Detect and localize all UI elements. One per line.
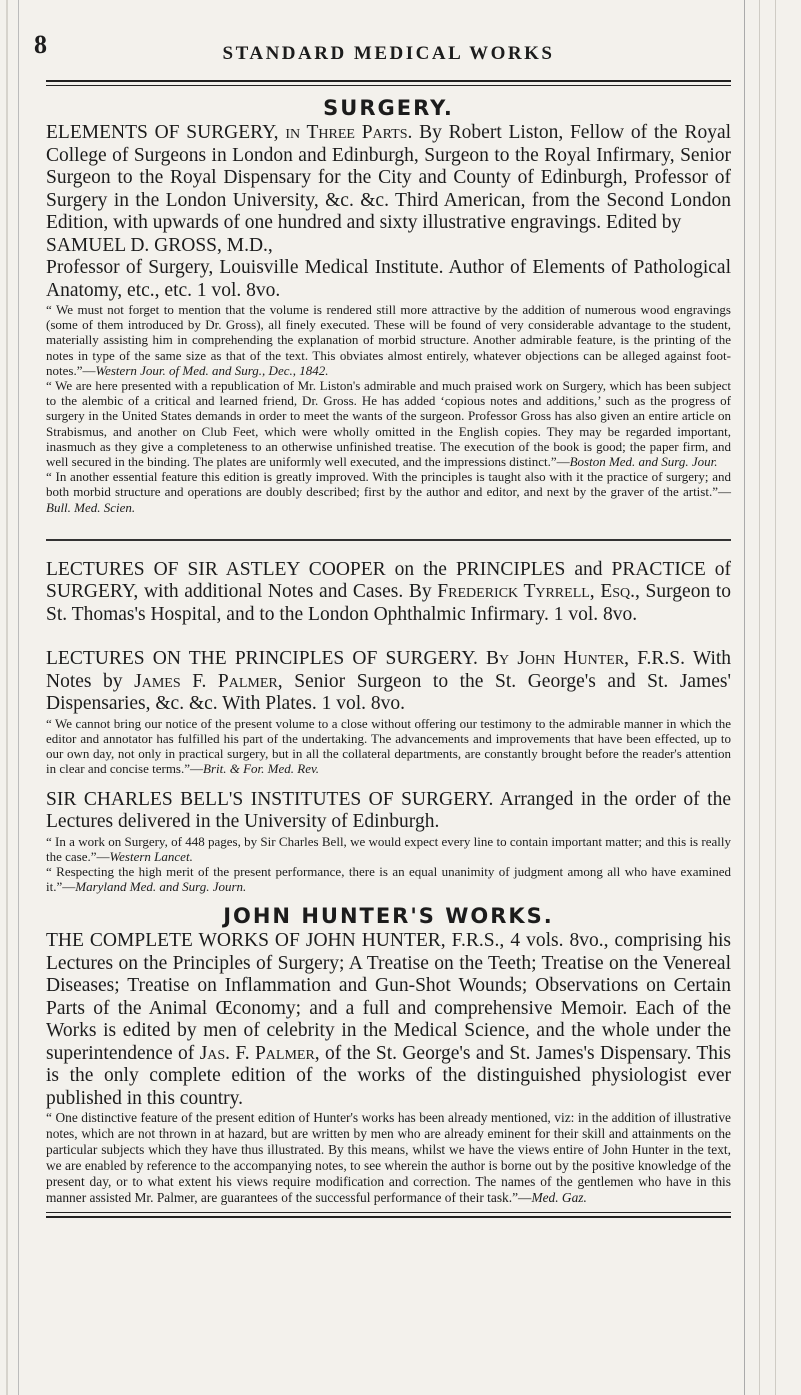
bell-description: Arranged in the order of the Lectures delivered in the University of Edinburgh. [46,788,731,833]
liston-title: ELEMENTS OF SURGERY, [46,122,279,143]
liston-editor-credentials: Professor of Surgery, Louisville Medical Institute. Author of Elements of Pathological Anatomy, etc., etc. 1 vol. 8vo. [46,257,731,301]
bell-review-1 [46,834,731,864]
left-page-edge [0,0,19,1395]
page-number: 8 [34,30,47,59]
right-page-edge [744,0,801,1395]
review-text: “ In another essential feature this edition is greatly improved. With the principles is taught also with it the practice of surgery; and both morbid structure and operations are doubly described; first by the author and editor, and next by the graver of the artist.”— [46,469,731,500]
liston-editor: SAMUEL D. GROSS, M.D., [46,234,273,256]
hunter-works-description-2: of the St. George's and St. James's Dispensary. This is the only complete edition of the works of the distinguished physiologist ever published in this country. [46,1042,732,1109]
catalog-page [34,30,732,1218]
entry-liston-heading [46,122,731,235]
bell-review-2 [46,864,731,894]
section-divider [46,539,731,543]
spacer [46,777,731,789]
review-text: “ We must not forget to mention that the volume is rendered still more attractive by the addition of numerous wood engravings (some of them introduced by Dr. Gross), all finely executed. These will be found of very considerable advantage to the student, materially assisting him in comprehending the explanation of morbid structure. Another admirable feature, is the printing of the notes in type of the same size as that of the text. This obviates almost entirely, whatever objections can be alleged against foot-notes.”— [46,302,731,378]
hunter-lectures-editor: James F. Palmer, [134,670,283,692]
review-text: “ Respecting the high merit of the present performance, there is an equal unanimity of judgment among all who have examined it.”— [46,864,731,895]
bell-title: SIR CHARLES BELL'S INSTITUTES OF SURGERY. [46,788,494,810]
entry-hunter-works [46,930,731,1206]
liston-description: By Robert Liston, Fellow of the Royal College of Surgeons in London and Edinburgh, Surgeon to the Royal Infirmary, Senior Surgeon to the Royal Dispensary for the City and County of Edinburgh, Professor of Surgery in the London University, &c. &c. Third American, from the Second London Edition, with upwards of one hundred and sixty illustrative engravings. Edited by [46,122,732,233]
review-text: “ One distinctive feature of the present edition of Hunter's works has been already mentioned, viz: in the addition of illustrative notes, which are not thrown in at hazard, but are written by men who are already eminent for their skill and attainments on the particular subjects which they have thus illustrated. By this means, whilst we have the views entire of John Hunter in the text, we are enabled by reference to the accompanying notes, to see wherein the author is borne out by the positive knowledge of the present day, or to what extent his views require modification and correction. The names of the gentlemen who have in this manner assisted Mr. Palmer, are guarantees of the successful performance of their task.”— [46,1110,731,1206]
running-title: STANDARD MEDICAL WORKS [222,43,555,64]
review-source: Maryland Med. and Surg. Journ. [75,879,247,895]
section-title-surgery: SURGERY. [323,96,454,120]
cooper-author: Frederick Tyrrell, Esq., [437,581,640,603]
hunter-lectures-description: Senior Surgeon to the St. George's and St. James' Dispensaries, &c. &c. With Plates. 1 vol. 8vo. [46,670,732,715]
review-text: “ We cannot bring our notice of the present volume to a close without offering our testimony to the admirable manner in which the editor and annotator has fulfilled his part of the undertaking. The advancements and improvements that have been effected, up to our own day, not only in practical surgery, but in all the collateral departments, are constantly brought before the reader's attention in clear and concise terms.”— [46,715,731,777]
cooper-title: LECTURES OF SIR ASTLEY COOPER on the PRINCIPLES and PRACTICE of SURGERY, with additional Notes and Cases. By [46,558,731,603]
entry-hunter-works-heading [46,930,731,1110]
entry-cooper [46,559,731,627]
entry-liston [46,122,731,515]
hunter-lectures-notes: F.R.S. With Notes by [46,648,732,692]
cooper-description: Surgeon to St. Thomas's Hospital, and to the London Ophthalmic Infirmary. 1 vol. 8vo. [46,581,732,625]
review-source: Brit. & For. Med. Rev. [203,761,320,777]
hunter-works-description: THE COMPLETE WORKS OF JOHN HUNTER, F.R.S., 4 vols. 8vo., comprising his Lectures on the Principles of Surgery; A Treatise on the Teeth; Treatise on the Venereal Diseases; Treatise on Inflammation and Gun-Shot Wounds; Observations on Certain Parts of the Animal Œconomy; and a full and comprehensive Memoir. Each of the Works is edited by men of celebrity in the Medical Science, and the whole under the superintendence of [46,930,731,1064]
liston-review-2 [46,378,731,469]
hunter-lectures-title: LECTURES ON THE PRINCIPLES OF SURGERY. [46,648,478,670]
footer-rule [46,1212,731,1218]
entry-cooper-heading [46,559,731,627]
liston-review-1 [46,302,731,378]
review-source: Med. Gaz. [531,1190,587,1206]
review-text: “ In a work on Surgery, of 448 pages, by Sir Charles Bell, we would expect every line to contain important matter; and this is really the case.”— [46,833,731,864]
spacer [46,626,731,648]
header-rule [46,80,731,86]
review-text: “ We are here presented with a republication of Mr. Liston's admirable and much praised work on Surgery, which has been subject to the alembic of a critical and learned friend, Dr. Gross. He has added ‘copious notes and additions,’ such as the progress of surgery in the United States demands in order to meet the wants of the surgeon. Professor Gross has also given an entire article on Strabismus, and another on Club Feet, which were wholly omitted in the English copies. They may be regarded important, inasmuch as they give a completeness to an otherwise unfinished treatise. The execution of the book is good; the paper firm, and well secured in the binding. The plates are uniformly well executed, and the impressions distinct.”— [46,378,731,470]
hunter-lectures-author: By John Hunter, [486,648,630,670]
review-source: Western Lancet. [109,848,193,864]
review-source: Boston Med. and Surg. Jour. [569,454,718,470]
entry-hunter-lectures [46,648,731,776]
entry-bell-heading [46,789,731,834]
hunter-works-editor: Jas. F. Palmer, [199,1042,320,1064]
liston-parts: in Three Parts. [285,122,413,143]
page-header [34,30,731,76]
section-title-hunter-works: JOHN HUNTER'S WORKS. [223,904,554,929]
entry-bell [46,789,731,895]
hunter-works-review [46,1110,731,1206]
review-source: Bull. Med. Scien. [46,499,136,515]
entry-hunter-lectures-heading [46,648,731,716]
hunter-lectures-review [46,716,731,777]
review-source: Western Jour. of Med. and Surg., Dec., 1842. [95,362,329,378]
liston-review-3 [46,469,731,515]
